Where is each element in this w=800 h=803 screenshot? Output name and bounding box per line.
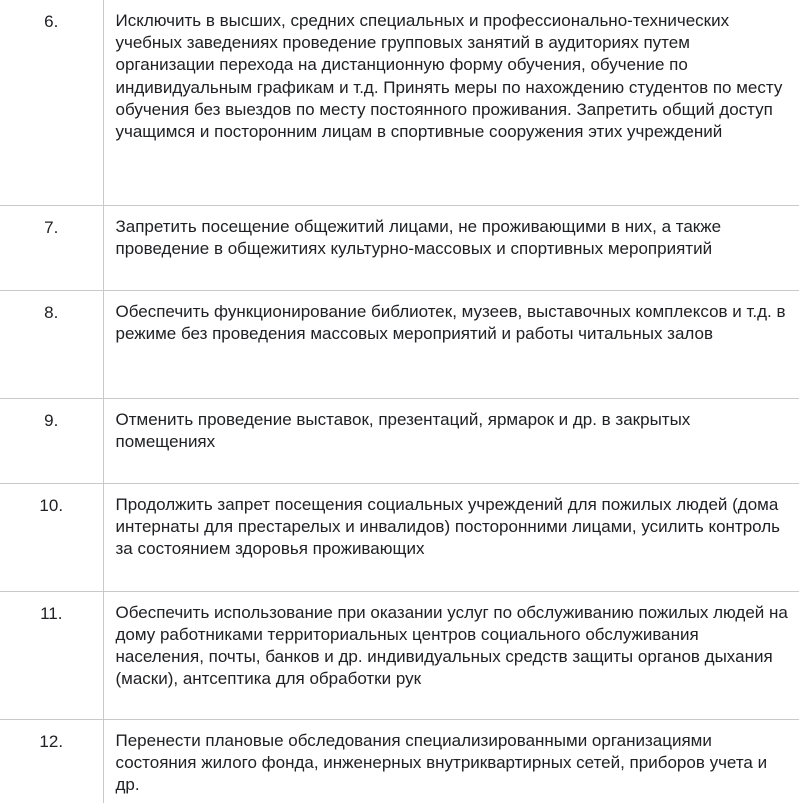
row-number: 8.	[0, 290, 103, 398]
row-text: Запретить посещение общежитий лицами, не проживающими в них, а также проведение в общежитиях культурно-массовых и спортивных мероприятий	[103, 205, 799, 290]
row-text: Обеспечить использование при оказании услуг по обслуживанию пожилых людей на дому работниками территориальных центров социального обслуживания населения, почты, банков и др. индивидуальных средств защиты органов дыхания (маски), антсептика для обработки рук	[103, 591, 799, 719]
table-row	[0, 719, 799, 803]
row-text: Перенести плановые обследования специализированными организациями состояния жилого фонда, инженерных внутриквартирных сетей, приборов учета и др.	[103, 719, 799, 803]
row-number: 12.	[0, 719, 103, 803]
row-text: Исключить в высших, средних специальных и профессионально-технических учебных заведениях проведение групповых занятий в аудиториях путем организации перехода на дистанционную форму обучения, обучение по индивидуальным графикам и т.д. Принять меры по нахождению студентов по месту обучения без выездов по месту постоянного проживания. Запретить общий доступ учащимся и посторонним лицам в спортивные сооружения этих учреждений	[103, 0, 799, 205]
row-text: Продолжить запрет посещения социальных учреждений для пожилых людей (дома интернаты для престарелых и инвалидов) посторонними лицами, усилить контроль за состоянием здоровья проживающих	[103, 483, 799, 591]
table-row	[0, 483, 799, 591]
table-row	[0, 591, 799, 719]
row-text: Отменить проведение выставок, презентаций, ярмарок и др. в закрытых помещениях	[103, 398, 799, 483]
row-number: 10.	[0, 483, 103, 591]
row-number: 9.	[0, 398, 103, 483]
table-row	[0, 398, 799, 483]
row-number: 6.	[0, 0, 103, 205]
row-text: Обеспечить функционирование библиотек, музеев, выставочных комплексов и т.д. в режиме без проведения массовых мероприятий и работы читальных залов	[103, 290, 799, 398]
table-row	[0, 0, 799, 205]
table-row	[0, 290, 799, 398]
table-row	[0, 205, 799, 290]
row-number: 11.	[0, 591, 103, 719]
row-number: 7.	[0, 205, 103, 290]
